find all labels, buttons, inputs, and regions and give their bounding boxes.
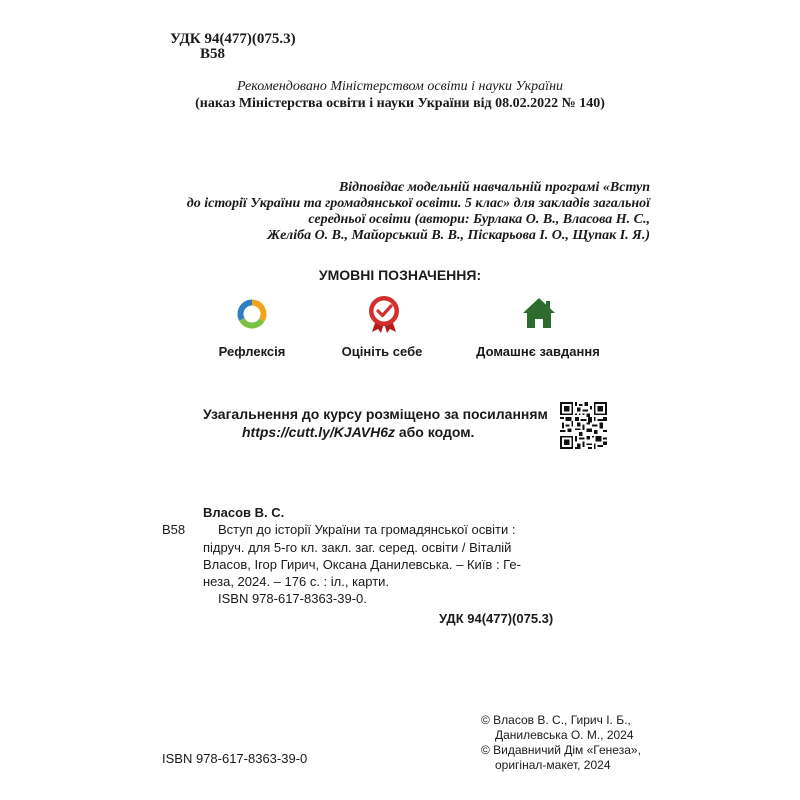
bbk-header: В58 — [200, 46, 226, 62]
badge-check-icon — [364, 294, 404, 334]
program-line-2: до історії України та громадянської освіти. 5 клас» для закладів загальної — [186, 196, 650, 211]
copyright-line-2: Данилевська О. М., 2024 — [495, 728, 634, 742]
recommendation-line-1: Рекомендовано Міністерством освіти і науки України — [236, 79, 564, 94]
catalog-line-4: неза, 2024. – 176 с. : іл., карти. — [203, 574, 390, 589]
copyright-line-3: © Видавничий Дім «Генеза», — [481, 743, 641, 757]
summary-line-1: Узагальнення до курсу розміщено за посиланням — [203, 406, 548, 422]
catalog-line-2: підруч. для 5-го кл. закл. заг. серед. освіти / Віталій — [203, 540, 512, 555]
catalog-author: Власов В. С. — [203, 505, 285, 520]
summary-line-2-tail: або кодом. — [394, 424, 475, 440]
qr-code-icon[interactable] — [560, 402, 607, 449]
summary-line-2 — [242, 424, 474, 440]
catalog-line-3: Власов, Ігор Гирич, Оксана Данилевська. – Київ : Ге- — [203, 557, 521, 572]
catalog-code: В58 — [162, 522, 186, 537]
legend-label-reflection: Рефлексія — [218, 344, 286, 359]
copyright-line-4: оригінал-макет, 2024 — [495, 758, 611, 772]
legend-title: УМОВНІ ПОЗНАЧЕННЯ: — [318, 267, 482, 283]
program-line-1: Відповідає модельній навчальній програмі «Вступ — [338, 180, 650, 195]
catalog-line-1: Вступ до історії України та громадянської освіти : — [218, 522, 516, 537]
program-line-3: середньої освіти (автори: Бурлака О. В., Власова Н. С., — [308, 212, 650, 227]
reflection-ring-icon — [235, 297, 269, 331]
catalog-udk: УДК 94(477)(075.3) — [439, 611, 554, 626]
recommendation-line-2: (наказ Міністерства освіти і науки України від 08.02.2022 № 140) — [195, 96, 605, 111]
footer-isbn: ISBN 978-617-8363-39-0 — [162, 751, 308, 766]
copyright-line-1: © Власов В. С., Гирич І. Б., — [481, 713, 631, 727]
legend-label-homework: Домашнє завдання — [476, 344, 600, 359]
legend-label-self-assessment: Оцініть себе — [341, 344, 423, 359]
udk-header: УДК 94(477)(075.3) — [170, 31, 296, 47]
summary-link[interactable]: https://cutt.ly/KJAVH6z — [242, 424, 395, 440]
house-icon — [522, 296, 556, 330]
catalog-isbn: ISBN 978-617-8363-39-0. — [218, 591, 367, 606]
program-line-4: Желіба О. В., Майорський В. В., Піскарьова І. О., Щупак І. Я.) — [267, 228, 650, 243]
